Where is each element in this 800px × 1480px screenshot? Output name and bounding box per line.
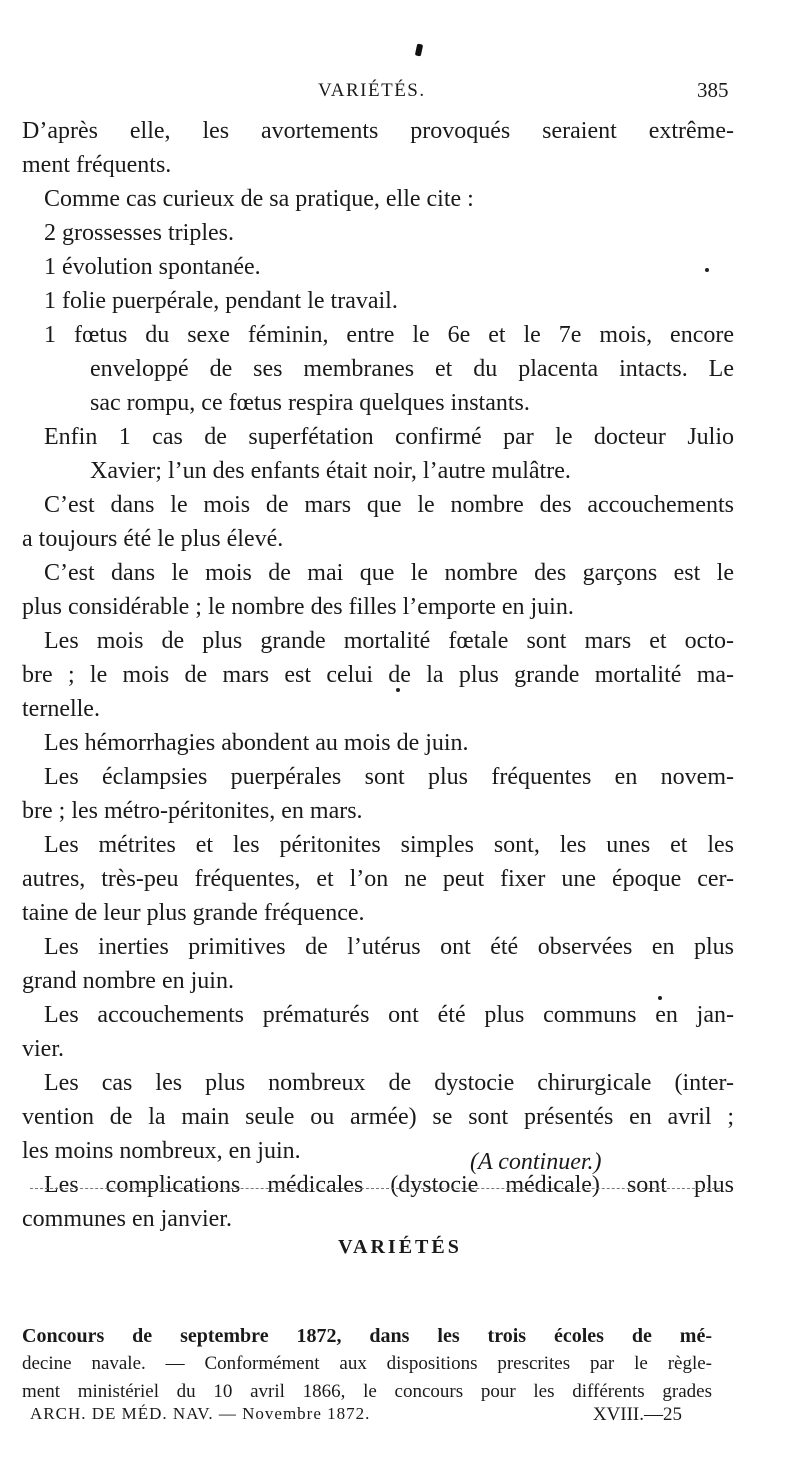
body-text xyxy=(22,114,734,1236)
text-line: bre ; le mois de mars est celui de la plus grande mortalité ma- xyxy=(22,662,734,688)
text-line: taine de leur plus grande fréquence. xyxy=(22,900,365,926)
text-line: Enfin 1 cas de superfétation confirmé par le docteur Julio xyxy=(44,424,734,450)
ink-mark xyxy=(415,44,423,57)
running-title: VARIÉTÉS. xyxy=(318,80,426,101)
footer-signature: XVIII.—25 xyxy=(592,1404,682,1425)
text-line: les moins nombreux, en juin. xyxy=(22,1138,301,1164)
text-line: Les complications médicales (dystocie médicale) sont plus xyxy=(44,1172,734,1198)
text-line: C’est dans le mois de mars que le nombre des accouchements xyxy=(44,492,734,518)
text-line: Les éclampsies puerpérales sont plus fréquentes en novem- xyxy=(44,764,734,790)
text-line: Les accouchements prématurés ont été plus communs en jan- xyxy=(44,1002,734,1028)
text-line: C’est dans le mois de mai que le nombre des garçons est le xyxy=(44,560,734,586)
running-head xyxy=(0,80,800,110)
text-line: vier. xyxy=(22,1036,64,1062)
text-line: Comme cas curieux de sa pratique, elle cite : xyxy=(44,186,474,212)
text-line: 1 folie puerpérale, pendant le travail. xyxy=(44,288,398,314)
page-footer xyxy=(22,1404,712,1430)
notice-line: ment ministériel du 10 avril 1866, le concours pour les différents grades xyxy=(22,1381,712,1402)
text-line: communes en janvier. xyxy=(22,1206,232,1232)
text-line: ternelle. xyxy=(22,696,100,722)
text-line: autres, très-peu fréquentes, et l’on ne peut fixer une époque cer- xyxy=(22,866,734,892)
text-line: Les inerties primitives de l’utérus ont été observées en plus xyxy=(44,934,734,960)
continuation-note: (A continuer.) xyxy=(470,1149,602,1175)
text-line: D’après elle, les avortements provoqués seraient extrême- xyxy=(22,118,734,144)
text-line: 2 grossesses triples. xyxy=(44,220,234,246)
text-line: 1 fœtus du sexe féminin, entre le 6e et le 7e mois, encore xyxy=(44,322,734,348)
section-heading: VARIÉTÉS xyxy=(338,1236,462,1258)
footer-source: ARCH. DE MÉD. NAV. — Novembre 1872. xyxy=(30,1404,371,1423)
text-line: Les hémorrhagies abondent au mois de juin. xyxy=(44,730,469,756)
text-line: enveloppé de ses membranes et du placenta intacts. Le xyxy=(90,356,734,382)
notice-paragraph xyxy=(22,1322,712,1406)
text-line: Les métrites et les péritonites simples sont, les unes et les xyxy=(44,832,734,858)
text-line: Les mois de plus grande mortalité fœtale sont mars et octo- xyxy=(44,628,734,654)
text-line: sac rompu, ce fœtus respira quelques instants. xyxy=(90,390,530,416)
text-line: plus considérable ; le nombre des filles l’emporte en juin. xyxy=(22,594,574,620)
text-line: a toujours été le plus élevé. xyxy=(22,526,284,552)
text-line: 1 évolution spontanée. xyxy=(44,254,261,280)
text-line: ment fréquents. xyxy=(22,152,172,178)
notice-line: Concours de septembre 1872, dans les trois écoles de mé- xyxy=(22,1325,712,1347)
section-divider xyxy=(30,1188,720,1189)
text-line: bre ; les métro-péritonites, en mars. xyxy=(22,798,363,824)
text-line: grand nombre en juin. xyxy=(22,968,234,994)
text-line: Les cas les plus nombreux de dystocie chirurgicale (inter- xyxy=(44,1070,734,1096)
text-line: Xavier; l’un des enfants était noir, l’autre mulâtre. xyxy=(90,458,571,484)
page-number: 385 xyxy=(697,78,729,102)
notice-line: decine navale. — Conformément aux dispositions prescrites par le règle- xyxy=(22,1353,712,1374)
text-line: vention de la main seule ou armée) se sont présentés en avril ; xyxy=(22,1104,734,1130)
